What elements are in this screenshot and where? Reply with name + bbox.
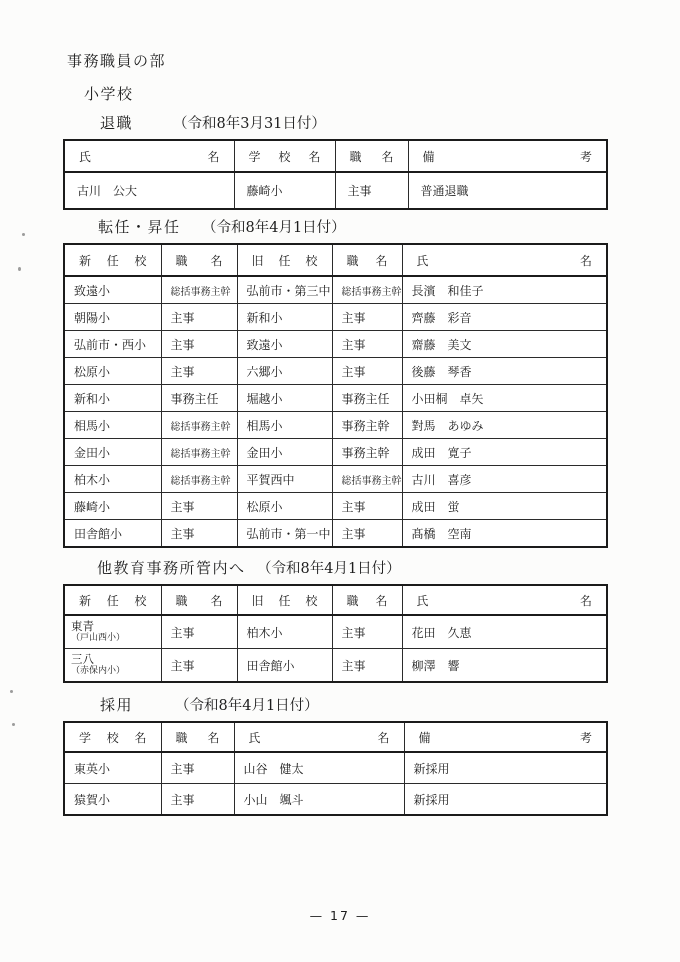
table-row (64, 304, 607, 331)
cell-name: 柳澤 響 (402, 649, 607, 683)
cell-new-position: 主事 (161, 304, 237, 331)
header-cell-new-position: 職 名 (161, 585, 237, 615)
header-cell-new-school: 新 任 校 (64, 585, 161, 615)
cell-old-position: 主事 (332, 358, 402, 385)
header-cell-school: 学 校 名 (234, 140, 335, 172)
cell-new-position: 総括事務主幹 (161, 276, 237, 304)
cell-old-position: 事務主幹 (332, 439, 402, 466)
cell-old-position: 事務主幹 (332, 412, 402, 439)
table-row (64, 412, 607, 439)
cell-name: 成田 寛子 (402, 439, 607, 466)
cell-new-school: 柏木小 (64, 466, 161, 493)
cell-position: 主事 (161, 784, 234, 816)
section-date-transfer: （令和8年4月1日付） (202, 220, 346, 236)
table-header-row (64, 140, 607, 172)
cell-position: 主事 (335, 172, 408, 209)
table-row (64, 331, 607, 358)
other-office-table (63, 584, 608, 683)
table-header-row (64, 722, 607, 752)
cell-old-school: 弘前市・第三中 (237, 276, 332, 304)
cell-old-school: 松原小 (237, 493, 332, 520)
cell-name: 成田 蛍 (402, 493, 607, 520)
header-cell-new-school: 新 任 校 (64, 244, 161, 276)
table-row (64, 493, 607, 520)
cell-old-position: 主事 (332, 615, 402, 649)
section-heading-hiring: 採用 (100, 696, 134, 714)
table-row (64, 649, 607, 683)
header-cell-position: 職 名 (335, 140, 408, 172)
section-date-other-office: （令和8年4月1日付） (257, 561, 401, 577)
cell-new-school: 朝陽小 (64, 304, 161, 331)
table-row (64, 172, 607, 209)
cell-new-position: 主事 (161, 520, 237, 548)
header-cell-school: 学 校 名 (64, 722, 161, 752)
cell-old-position: 主事 (332, 331, 402, 358)
hiring-table (63, 721, 608, 816)
region-school-note: （戸山西小） (71, 633, 126, 643)
cell-new-position: 主事 (161, 331, 237, 358)
table-header-row (64, 585, 607, 615)
cell-destination-region (64, 615, 161, 649)
cell-new-position: 主事 (161, 358, 237, 385)
cell-new-position: 事務主任 (161, 385, 237, 412)
table-row (64, 358, 607, 385)
scan-artifact (22, 233, 25, 236)
cell-old-position: 主事 (332, 493, 402, 520)
header-cell-old-school: 旧 任 校 (237, 244, 332, 276)
header-cell-position: 職 名 (161, 722, 234, 752)
cell-new-position: 総括事務主幹 (161, 466, 237, 493)
region-school-note: （赤保内小） (71, 666, 126, 676)
header-cell-name: 氏 名 (402, 585, 607, 615)
cell-name: 小山 颯斗 (234, 784, 404, 816)
school-level-label: 小学校 (84, 85, 134, 103)
region-name: 東青 (71, 619, 94, 633)
cell-old-school: 六郷小 (237, 358, 332, 385)
header-cell-old-school: 旧 任 校 (237, 585, 332, 615)
cell-new-school: 藤崎小 (64, 493, 161, 520)
table-row (64, 752, 607, 784)
scan-artifact (12, 723, 15, 726)
cell-new-school: 田舎館小 (64, 520, 161, 548)
cell-old-position: 総括事務主幹 (332, 276, 402, 304)
cell-old-position: 主事 (332, 649, 402, 683)
cell-old-school: 新和小 (237, 304, 332, 331)
header-cell-old-position: 職 名 (332, 585, 402, 615)
cell-old-school: 弘前市・第一中 (237, 520, 332, 548)
section-date-retirement: （令和8年3月31日付） (173, 116, 326, 132)
cell-old-school: 堀越小 (237, 385, 332, 412)
cell-school: 猿賀小 (64, 784, 161, 816)
cell-old-school: 致遠小 (237, 331, 332, 358)
cell-note: 新採用 (404, 784, 607, 816)
table-row (64, 466, 607, 493)
table-row (64, 439, 607, 466)
cell-destination-region (64, 649, 161, 683)
cell-name: 齋藤 美文 (402, 331, 607, 358)
region-name: 三八 (71, 652, 94, 666)
cell-position: 主事 (161, 752, 234, 784)
cell-name: 齊藤 彩音 (402, 304, 607, 331)
cell-old-position: 事務主任 (332, 385, 402, 412)
cell-new-school: 致遠小 (64, 276, 161, 304)
header-cell-name: 氏 名 (234, 722, 404, 752)
table-header-row (64, 244, 607, 276)
cell-old-position: 主事 (332, 304, 402, 331)
cell-new-position: 主事 (161, 649, 237, 683)
cell-name: 花田 久恵 (402, 615, 607, 649)
cell-name: 長濱 和佳子 (402, 276, 607, 304)
header-cell-note: 備 考 (404, 722, 607, 752)
cell-old-school: 田舎館小 (237, 649, 332, 683)
cell-old-position: 主事 (332, 520, 402, 548)
cell-new-school: 松原小 (64, 358, 161, 385)
cell-name: 小田桐 卓矢 (402, 385, 607, 412)
cell-new-position: 総括事務主幹 (161, 439, 237, 466)
cell-new-position: 総括事務主幹 (161, 412, 237, 439)
cell-name: 對馬 あゆみ (402, 412, 607, 439)
cell-old-school: 相馬小 (237, 412, 332, 439)
cell-new-school: 弘前市・西小 (64, 331, 161, 358)
document-title: 事務職員の部 (67, 52, 167, 70)
cell-new-school: 相馬小 (64, 412, 161, 439)
retirement-table (63, 139, 608, 210)
table-row (64, 276, 607, 304)
cell-old-school: 平賀西中 (237, 466, 332, 493)
cell-name: 古川 公大 (64, 172, 234, 209)
header-cell-name: 氏 名 (64, 140, 234, 172)
header-cell-new-position: 職 名 (161, 244, 237, 276)
cell-name: 後藤 琴香 (402, 358, 607, 385)
cell-name: 古川 喜彦 (402, 466, 607, 493)
header-cell-name: 氏 名 (402, 244, 607, 276)
cell-note: 普通退職 (408, 172, 607, 209)
section-date-hiring: （令和8年4月1日付） (175, 698, 319, 714)
section-heading-other-office: 他教育事務所管内へ (97, 559, 246, 577)
transfer-table (63, 243, 608, 548)
table-row (64, 520, 607, 548)
scan-artifact (18, 267, 21, 271)
cell-school: 東英小 (64, 752, 161, 784)
cell-old-school: 柏木小 (237, 615, 332, 649)
table-row (64, 385, 607, 412)
cell-school: 藤崎小 (234, 172, 335, 209)
cell-name: 髙橋 空南 (402, 520, 607, 548)
cell-new-position: 主事 (161, 615, 237, 649)
section-heading-retirement: 退職 (100, 114, 134, 132)
cell-old-position: 総括事務主幹 (332, 466, 402, 493)
cell-new-school: 新和小 (64, 385, 161, 412)
cell-note: 新採用 (404, 752, 607, 784)
cell-new-school: 金田小 (64, 439, 161, 466)
header-cell-note: 備 考 (408, 140, 607, 172)
table-row (64, 615, 607, 649)
header-cell-old-position: 職 名 (332, 244, 402, 276)
table-row (64, 784, 607, 816)
cell-new-position: 主事 (161, 493, 237, 520)
section-heading-transfer: 転任・昇任 (98, 218, 181, 236)
scan-artifact (10, 690, 13, 693)
page-number: — 17 — (309, 908, 371, 923)
cell-old-school: 金田小 (237, 439, 332, 466)
cell-name: 山谷 健太 (234, 752, 404, 784)
